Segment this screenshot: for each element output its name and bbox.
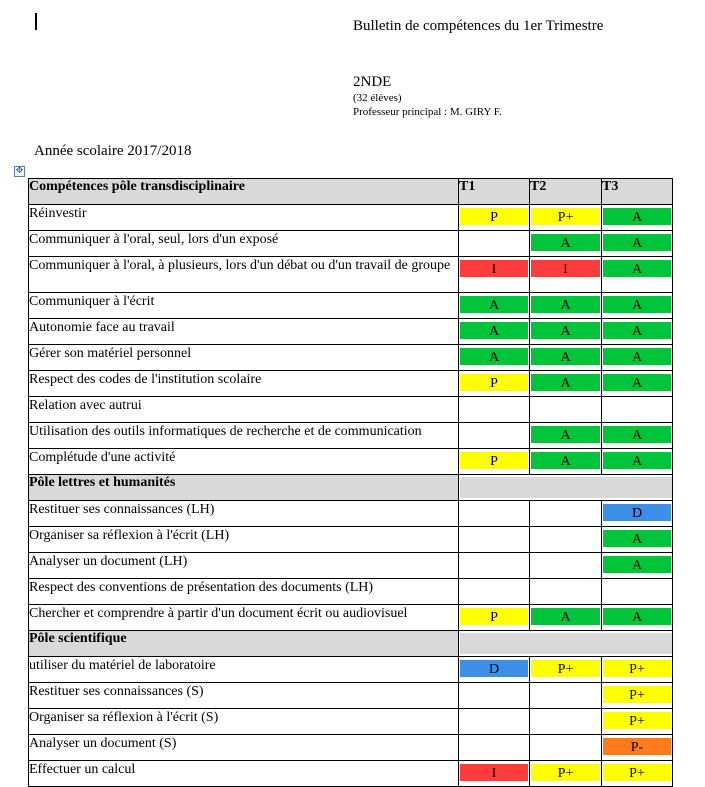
grade-badge: P: [460, 608, 528, 625]
skill-label: Réinvestir: [29, 205, 459, 231]
grade-badge: P+: [603, 660, 671, 677]
grade-badge: P: [460, 208, 528, 225]
grade-cell-t2: [530, 501, 602, 527]
column-header-t1: T1: [459, 179, 530, 205]
skill-label: Respect des conventions de présentation des documents (LH): [29, 579, 459, 605]
grade-cell-t2: [530, 231, 602, 257]
grade-badge: D: [603, 504, 671, 521]
grade-cell-t1: [459, 397, 530, 423]
table-row: [29, 319, 673, 345]
skill-label: Respect des codes de l'institution scolaire: [29, 371, 459, 397]
column-header-t3: T3: [602, 179, 673, 205]
skill-label: Communiquer à l'oral, à plusieurs, lors d'un débat ou d'un travail de groupe: [29, 257, 459, 293]
section-title: Pôle scientifique: [29, 631, 459, 657]
grade-cell-t2: [530, 527, 602, 553]
grade-cell-t1: [459, 371, 530, 397]
skill-label: Autonomie face au travail: [29, 319, 459, 345]
grade-cell-t1: [459, 683, 530, 709]
table-move-handle-icon[interactable]: ✥: [15, 166, 24, 176]
grade-cell-t1: [459, 579, 530, 605]
grade-cell-t3: [602, 735, 673, 761]
grade-cell-t1: [459, 735, 530, 761]
grade-badge: A: [603, 530, 671, 547]
grade-cell-t3: [602, 657, 673, 683]
section-row: [29, 631, 673, 657]
grade-badge: A: [460, 348, 528, 365]
grade-badge: P+: [531, 208, 600, 225]
grade-badge: A: [603, 608, 671, 625]
grade-cell-t3: [602, 449, 673, 475]
grade-cell-t1: [459, 205, 530, 231]
grade-badge: D: [460, 660, 528, 677]
grade-cell-t1: [459, 605, 530, 631]
class-name: 2NDE: [353, 74, 392, 90]
grade-badge: A: [603, 234, 671, 251]
school-year: Année scolaire 2017/2018: [34, 143, 192, 159]
grade-cell-t3: [602, 761, 673, 787]
grade-cell-t3: [602, 257, 673, 293]
grade-badge: A: [460, 296, 528, 313]
grade-badge: I: [460, 764, 528, 781]
column-header-t2: T2: [530, 179, 602, 205]
grade-cell-t1: [459, 319, 530, 345]
grade-cell-t1: [459, 527, 530, 553]
table-row: [29, 605, 673, 631]
grade-cell-t3: [602, 553, 673, 579]
grade-cell-t1: [459, 345, 530, 371]
grade-cell-t3: [602, 205, 673, 231]
text-cursor: [35, 13, 37, 30]
table-row: [29, 657, 673, 683]
grade-badge: A: [460, 322, 528, 339]
grade-badge: A: [603, 556, 671, 573]
student-count: (32 élèves): [353, 92, 402, 104]
grade-badge: P+: [603, 764, 671, 781]
grade-badge: P: [460, 452, 528, 469]
grade-cell-t2: [530, 423, 602, 449]
skill-label: Organiser sa réflexion à l'écrit (LH): [29, 527, 459, 553]
grade-cell-t2: [530, 371, 602, 397]
skill-label: Restituer ses connaissances (S): [29, 683, 459, 709]
table-row: [29, 735, 673, 761]
main-teacher: Professeur principal : M. GIRY F.: [353, 106, 502, 118]
grade-cell-t1: [459, 257, 530, 293]
grade-cell-t3: [602, 605, 673, 631]
grade-cell-t3: [602, 423, 673, 449]
grade-cell-t1: [459, 449, 530, 475]
table-row: [29, 293, 673, 319]
table-row: [29, 553, 673, 579]
table-row: [29, 709, 673, 735]
grade-badge: A: [531, 234, 600, 251]
grade-badge: A: [531, 296, 600, 313]
skills-table: [28, 178, 673, 787]
grade-badge: A: [603, 452, 671, 469]
grade-badge: A: [603, 322, 671, 339]
table-header-row: [29, 179, 673, 205]
grade-badge: A: [531, 322, 600, 339]
grade-cell-t3: [602, 345, 673, 371]
grade-cell-t3: [602, 579, 673, 605]
grade-cell-t2: [530, 657, 602, 683]
table-row: [29, 501, 673, 527]
grade-cell-t1: [459, 553, 530, 579]
grade-badge: I: [460, 260, 528, 277]
table-row: [29, 449, 673, 475]
skill-label: Analyser un document (S): [29, 735, 459, 761]
skill-label: Complétude d'une activité: [29, 449, 459, 475]
section-fill: [459, 631, 673, 657]
table-row: [29, 527, 673, 553]
grade-badge: A: [603, 296, 671, 313]
grade-badge: P+: [603, 712, 671, 729]
grade-badge: A: [531, 452, 600, 469]
grade-badge: A: [531, 608, 600, 625]
grade-cell-t3: [602, 683, 673, 709]
table-row: [29, 423, 673, 449]
grade-badge: A: [531, 426, 600, 443]
grade-badge: A: [603, 208, 671, 225]
grade-badge: P-: [603, 738, 671, 755]
grade-cell-t2: [530, 397, 602, 423]
grade-badge: A: [603, 260, 671, 277]
grade-cell-t1: [459, 501, 530, 527]
grade-badge: A: [603, 348, 671, 365]
grade-cell-t3: [602, 501, 673, 527]
section-fill: [459, 475, 673, 501]
table-row: [29, 231, 673, 257]
skill-label: Communiquer à l'oral, seul, lors d'un exposé: [29, 231, 459, 257]
section-title: Pôle lettres et humanités: [29, 475, 459, 501]
grade-badge: P: [460, 374, 528, 391]
table-row: [29, 761, 673, 787]
grade-cell-t2: [530, 205, 602, 231]
grade-cell-t1: [459, 657, 530, 683]
grade-cell-t2: [530, 579, 602, 605]
table-row: [29, 397, 673, 423]
grade-cell-t3: [602, 527, 673, 553]
grade-cell-t2: [530, 345, 602, 371]
skill-label: Relation avec autrui: [29, 397, 459, 423]
grade-cell-t1: [459, 709, 530, 735]
table-row: [29, 371, 673, 397]
grade-cell-t2: [530, 683, 602, 709]
grade-cell-t2: [530, 761, 602, 787]
skill-label: Analyser un document (LH): [29, 553, 459, 579]
grade-badge: A: [531, 348, 600, 365]
grade-cell-t2: [530, 605, 602, 631]
grade-cell-t1: [459, 761, 530, 787]
grade-cell-t3: [602, 293, 673, 319]
grade-cell-t2: [530, 293, 602, 319]
grade-badge: I: [531, 260, 600, 277]
grade-cell-t3: [602, 371, 673, 397]
table-row: [29, 205, 673, 231]
grade-badge: A: [603, 374, 671, 391]
table-row: [29, 579, 673, 605]
skill-label: Gérer son matériel personnel: [29, 345, 459, 371]
skill-label: Organiser sa réflexion à l'écrit (S): [29, 709, 459, 735]
grade-cell-t2: [530, 257, 602, 293]
skill-label: Effectuer un calcul: [29, 761, 459, 787]
grade-badge: P+: [603, 686, 671, 703]
skill-label: Utilisation des outils informatiques de recherche et de communication: [29, 423, 459, 449]
skill-label: Chercher et comprendre à partir d'un document écrit ou audiovisuel: [29, 605, 459, 631]
grade-cell-t1: [459, 423, 530, 449]
table-row: [29, 345, 673, 371]
grade-cell-t2: [530, 553, 602, 579]
skill-label: Restituer ses connaissances (LH): [29, 501, 459, 527]
column-header-skill: Compétences pôle transdisciplinaire: [29, 179, 459, 205]
table-row: [29, 257, 673, 293]
grade-badge: P+: [531, 660, 600, 677]
grade-cell-t2: [530, 709, 602, 735]
skill-label: Communiquer à l'écrit: [29, 293, 459, 319]
grade-cell-t2: [530, 735, 602, 761]
grade-cell-t1: [459, 231, 530, 257]
grade-cell-t3: [602, 231, 673, 257]
section-row: [29, 475, 673, 501]
grade-cell-t2: [530, 449, 602, 475]
grade-badge: P+: [531, 764, 600, 781]
skill-label: utiliser du matériel de laboratoire: [29, 657, 459, 683]
grade-cell-t3: [602, 709, 673, 735]
grade-cell-t3: [602, 397, 673, 423]
grade-cell-t2: [530, 319, 602, 345]
grade-badge: A: [531, 374, 600, 391]
document-title: Bulletin de compétences du 1er Trimestre: [353, 18, 604, 34]
grade-cell-t3: [602, 319, 673, 345]
table-row: [29, 683, 673, 709]
grade-cell-t1: [459, 293, 530, 319]
grade-badge: A: [603, 426, 671, 443]
